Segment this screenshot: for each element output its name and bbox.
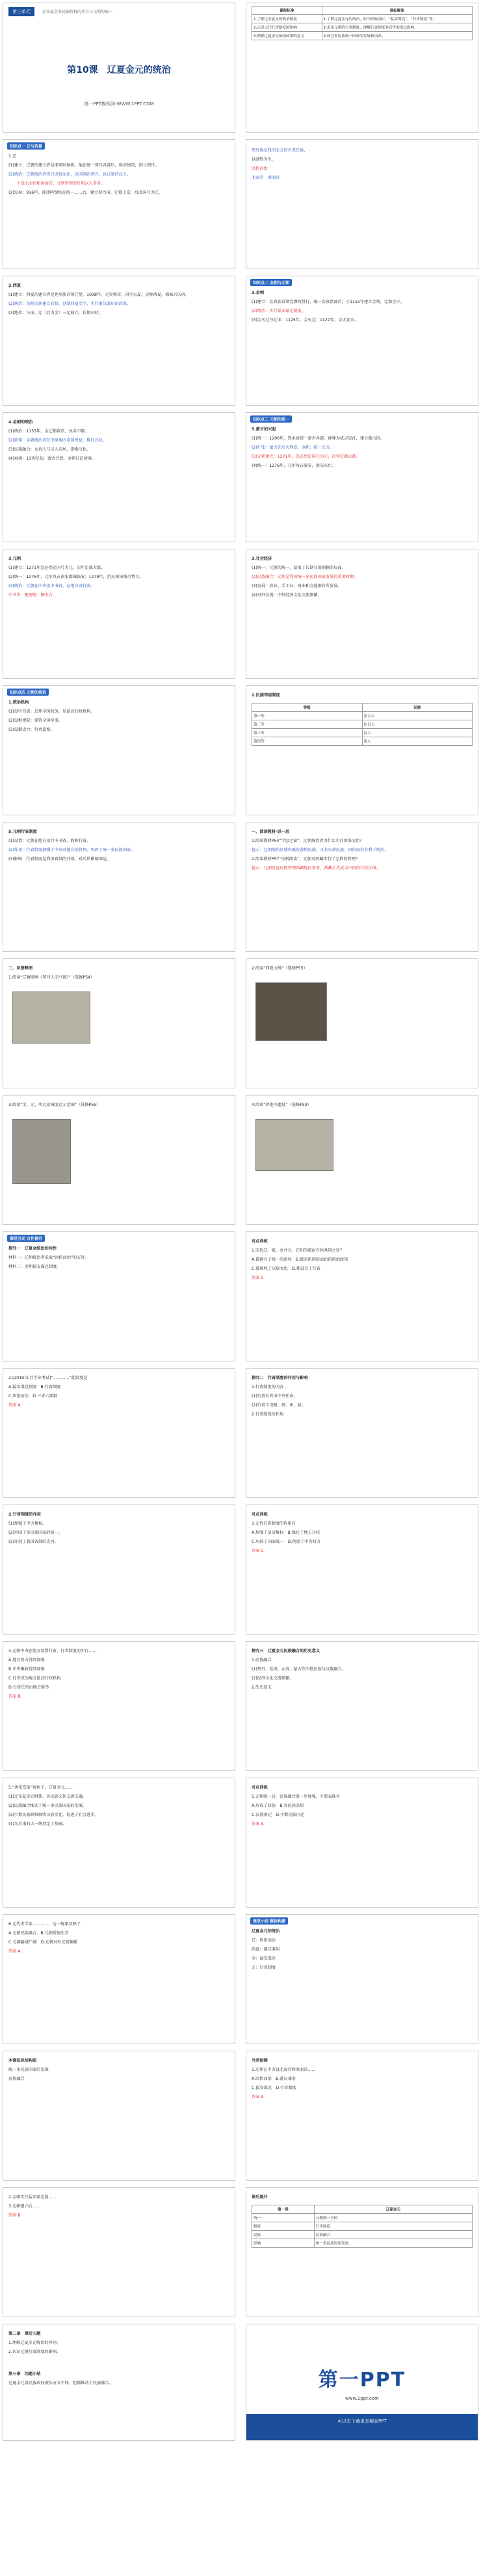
text-line: (2)设枢密院：掌管全国军事。 — [8, 718, 63, 723]
slide-practice-5[interactable] — [246, 1778, 478, 1908]
text-line: 金：猛安谋克 — [252, 1956, 276, 1961]
text-line: 1.阅读教材P54“学思之窗”，辽朝统治者为什么实行因俗而治？ — [252, 839, 364, 843]
slide-heading: 探究一 辽夏金统治的共性 — [8, 1246, 57, 1251]
text-line: (1)建立：西夏的建立者是党项族首领元昊。1038年，元昊称帝，国号大夏，史称西夏，都城兴庆府。 — [8, 293, 190, 297]
text-line: 2.历史意义 — [252, 1685, 272, 1690]
text-line: (1)行省长官由中央任命。 — [252, 1394, 298, 1399]
section-tag: 课堂互动 合作探究 — [7, 1235, 45, 1242]
text-line: 辽夏金元的统治 — [252, 1929, 280, 1934]
slide-review-table[interactable] — [246, 2187, 478, 2317]
answer-line: 答案 B — [8, 1694, 21, 1699]
slide-heading: 3.社会经济 — [252, 557, 272, 561]
table-cell: 第一等 — [252, 712, 363, 720]
table-cell: 蒙古人 — [362, 712, 473, 720]
text-line: 1.民族融合 — [252, 1658, 272, 1663]
table-row — [252, 720, 473, 729]
section-tag: 知识点一 辽与西夏 — [7, 142, 45, 150]
download-text: 可以去下载更多精品PPT — [337, 2419, 387, 2424]
text-line: (1)设中书省：总理全国政务，是最高行政机构。 — [8, 709, 95, 714]
text-line: (1)建立：女真族首领完颜阿骨打，统一女真诸部后，于1115年建立金朝，定都会宁。 — [252, 300, 404, 304]
text-line: 5.“唐宋变革”视角下，辽夏金元…… — [8, 1785, 73, 1790]
text-line: A.加强了皇帝集权 B.强化了地方分权 — [252, 1531, 320, 1535]
slide-yuan[interactable] — [3, 549, 235, 679]
table-cell: 元朝统一全国 — [314, 2214, 472, 2222]
text-line: (1)设置：元朝在地方设行中书省，简称行省。 — [8, 839, 91, 843]
image-caption: 2.阅读“西夏文碑”（选修P55） — [252, 966, 307, 971]
table-cell: 行省制度 — [314, 2222, 472, 2231]
text-line: 下设北面官和南面官，分别管理契丹和汉人事务。 — [8, 181, 105, 186]
slide-heading: 1.辽 — [8, 154, 17, 159]
text-line: 辽夏金元各民族政权统治方式不同，但都推动了民族融合。 — [8, 2381, 113, 2385]
slide-test-1[interactable] — [246, 2051, 478, 2181]
class-table — [252, 703, 473, 746]
slide-standards[interactable] — [246, 3, 478, 133]
standards-cell: 3.理解辽夏金元统治政策的意义 — [252, 32, 322, 40]
table-row — [252, 2222, 473, 2231]
standards-cell: 1.了解辽金夏元的政治制度 — [252, 15, 322, 23]
text-line: (4)统一：1276年，元军攻占临安，南宋灭亡。 — [252, 464, 336, 468]
map-image — [12, 1119, 71, 1184]
slide-homework[interactable] — [3, 2324, 235, 2441]
text-line: A.猛安谋克制度 B.行省制度 — [8, 1385, 61, 1389]
slide-heading: 1.统治机构 — [8, 700, 29, 705]
answer-line: 答案 C — [252, 1276, 264, 1280]
slide-heading: 课后提升 — [252, 2195, 268, 2200]
slide-practice-6[interactable] — [3, 1914, 235, 2044]
text-line: 2.阅读教材P57“史料阅读”，元朝对西藏实行了怎样的管理？ — [252, 857, 360, 861]
text-line: (1)加强了中央集权。 — [8, 1521, 47, 1526]
slide-read[interactable] — [246, 822, 478, 952]
text-line: (2)发展：916年，耶律阿保机在统一……后，建立契丹国，定都上京，后改国号为辽。 — [8, 191, 163, 195]
text-line: C.猛安谋克 D.行省制度 — [252, 2086, 296, 2090]
slide-image-mural[interactable] — [3, 958, 235, 1088]
slide-heading: 3.金朝 — [252, 291, 265, 295]
text-line: 以游牧为生， — [252, 157, 276, 162]
text-line: (2)行省下设路、府、州、县。 — [252, 1403, 306, 1408]
text-line: (2)民族融合：元朝是我国统一多民族国家发展的重要时期。 — [252, 575, 358, 579]
text-line: (4)衰落：13世纪初，蒙古兴起，金朝日趋衰落。 — [8, 456, 96, 461]
slide-heading: 对点训练 — [252, 1239, 268, 1244]
table-header: 辽夏金元 — [314, 2205, 472, 2214]
slide-heading: 2.行省制度的作用 — [8, 1512, 41, 1517]
table-header: 第一章 — [252, 2205, 315, 2214]
text-line: 材料一：辽朝统治者采取“因俗而治”的方针。 — [8, 1255, 89, 1260]
text-line: 北面官 南面官 — [252, 176, 280, 180]
slide-explore-1[interactable] — [3, 1231, 235, 1361]
table-cell: 影响 — [252, 2239, 315, 2248]
slide-yuan-rule[interactable] — [3, 685, 235, 815]
slide-heading: 2.西夏 — [8, 283, 21, 288]
slide-liao-notes[interactable] — [246, 139, 478, 269]
slide-explore-3b[interactable] — [3, 1778, 235, 1908]
text-line: (3)设御史台：负责监察。 — [8, 728, 55, 732]
table-cell: 色目人 — [362, 720, 473, 729]
text-line: A.因俗而治 B.蕃汉兼用 — [252, 2077, 296, 2081]
slide-summary[interactable] — [246, 1914, 478, 2044]
slide-xixia[interactable] — [3, 276, 235, 406]
text-line: (4)为后来的大一统奠定了基础。 — [8, 1822, 67, 1826]
image-caption: 3.阅读“金、元、明北京城变迁示意图”（选修P55） — [8, 1103, 101, 1107]
text-line: 统一多民族国家的发展 — [8, 2068, 49, 2072]
text-line: (2)作用：行省制度加强了中央对地方的管理，巩固了统一多民族国家。 — [8, 848, 135, 852]
table-row — [252, 729, 473, 737]
text-line: 1.辽朝在中央设北面官和南面官…… — [252, 2068, 316, 2072]
table-cell: 制度 — [252, 2222, 315, 2231]
text-line: (2)统一：1276年，元军攻占南宋都城临安；1279年，消灭南宋残余势力。 — [8, 575, 144, 579]
standards-cell: 3.体会多民族统一国家的发展和巩固。 — [322, 32, 472, 40]
answer-line: 答案 A — [8, 1949, 21, 1954]
slide-class-system[interactable] — [246, 685, 478, 815]
text-line: 3.元朝建立后…… — [8, 2204, 41, 2209]
text-line: (1)统一：元朝的统一，结束了长期分裂割据的局面。 — [252, 566, 346, 570]
slide-jin[interactable] — [246, 276, 478, 406]
standards-header-2: 课标解读 — [322, 7, 472, 15]
slide-heading: 3.元朝 — [8, 557, 21, 561]
slide-heading: 4.金朝的统治 — [8, 420, 33, 425]
image-caption: 1.阅读“辽墓壁画《契丹人引马图》”（选修P54） — [8, 975, 95, 980]
mural-image — [12, 992, 90, 1044]
text-line: (2)统治：仿照宋朝建立官制，创制西夏文字，实行蕃汉兼用的政策。 — [8, 302, 131, 306]
text-line: 辽：因俗而治 — [252, 1938, 276, 1943]
text-line: (2)统治：辽朝统治者实行因俗而治，以国制治契丹，以汉制待汉人。 — [8, 172, 131, 177]
text-line: 6.元代史学家…………，这一现象反映了 — [8, 1922, 81, 1926]
slide-explore-3[interactable] — [246, 1641, 478, 1771]
table-cell: 统一 — [252, 2214, 315, 2222]
slide-heading: 当堂检测 — [252, 2058, 268, 2063]
text-line: C.巩固了国家统一 D.削弱了中央权力 — [252, 1540, 320, 1544]
slide-practice-1[interactable] — [246, 1231, 478, 1361]
text-line: (2)扩张：蒙古先后灭西夏、金朝，统一北方。 — [252, 445, 334, 450]
text-line: 契丹族是我国北方的古老民族， — [252, 148, 308, 153]
note-line: 中书省 枢密院 御史台 — [8, 593, 53, 598]
text-line: 提示：元朝设宣政院管理西藏地区事务，西藏正式成为中国的行政区域。 — [252, 866, 380, 871]
text-line: 5.元朝统一后，民族融合进一步加强，主要表现为 — [252, 1794, 340, 1799]
table-row — [252, 712, 473, 720]
slide-practice-3[interactable] — [246, 1505, 478, 1635]
chapter-subtitle: 辽宋夏金多民族政权的并立与元朝的统一 — [42, 10, 113, 14]
table-cell: 汉人 — [362, 729, 473, 737]
slide-heading: 对点训练 — [252, 1512, 268, 1517]
text-line: (2)民族融合推动了统一多民族国家的发展。 — [8, 1804, 87, 1808]
text-line: A.都建立了统一的政权 B.都采用因俗而治的统治政策 — [252, 1257, 348, 1262]
text-line: 2.行省制度的作用 — [252, 1412, 284, 1417]
standards-cell: 2.说出元朝的行省制度，理解行省制度对后世的深远影响。 — [322, 23, 472, 32]
text-line: 本课知识结构图 — [8, 2058, 37, 2063]
table-cell: 第四等 — [252, 737, 363, 746]
text-line: 2.金朝实行猛安谋克制…… — [8, 2195, 57, 2200]
text-line: 因俗而治 — [252, 166, 268, 171]
text-line: C.都吸收了汉族文化 D.都设立了行省 — [252, 1267, 320, 1271]
text-line: C.因俗而治 D.三省六部制 — [8, 1394, 57, 1399]
section-tag: 知识点四 元朝的统治 — [7, 689, 49, 696]
text-line: (1)建立：1271年忽必烈定国号为元，次年定都大都。 — [8, 566, 105, 570]
text-line: 1.行省制度的内容 — [252, 1385, 284, 1389]
table-cell: 第二等 — [252, 720, 363, 729]
table-row — [252, 737, 473, 746]
text-line: (3)发展：农业、手工业、商业和交通都有所发展。 — [252, 584, 342, 588]
text-line: C.行省成为地方最高行政机构 — [8, 1676, 61, 1681]
ppt-logo: 第一PPT — [318, 2369, 406, 2391]
section-tag: 课堂小结 整体构建 — [250, 1917, 288, 1925]
answer-line: 答案 C — [252, 1549, 264, 1553]
review-table — [252, 2205, 473, 2248]
text-line: 西夏：蕃汉兼用 — [252, 1947, 280, 1952]
image-caption: 4.阅读“萨迦寺遗址”（选修P59） — [252, 1103, 311, 1107]
text-line: (3)民族融合：女真人与汉人杂居，逐渐汉化。 — [8, 447, 91, 452]
slide-heading: 2.民族等级制度 — [252, 693, 280, 698]
slide-structure[interactable] — [3, 2051, 235, 2181]
answer-line: 答案 A — [252, 2095, 264, 2099]
text-line: A.元朝民族融合 B.元朝重视史学 — [8, 1931, 69, 1936]
source-line: 第一PPT模板网-WWW.1PPT.COM — [84, 101, 154, 107]
slide-heading: 探究三 辽夏金元民族融合的历史意义 — [252, 1649, 320, 1653]
text-line: (2)巩固了多民族国家的统一。 — [8, 1531, 63, 1535]
text-line: A.形成了回族 B.各民族杂居 — [252, 1804, 304, 1808]
slide-heading: 5.蒙古的兴起 — [252, 427, 276, 432]
text-line: 4.元朝中央在地方设置行省，行省制度的实行…… — [8, 1649, 97, 1653]
text-line: 2.认识元朝行省制度的影响。 — [8, 2350, 61, 2354]
text-line: 民族融合 — [8, 2077, 25, 2081]
slide-economy[interactable] — [246, 549, 478, 679]
table-cell: 第三等 — [252, 729, 363, 737]
answer-line: 答案 B — [8, 2213, 21, 2218]
text-line: 2.(2019·江苏学业考试)“…………”此制度是 — [8, 1376, 88, 1380]
temple-image — [255, 1119, 333, 1171]
text-line: C.汉族南迁 D.少数民族内迁 — [252, 1813, 305, 1817]
slide-image-temple[interactable] — [246, 1095, 478, 1225]
text-line: (2)统治：实行猛安谋克制度。 — [252, 309, 306, 313]
table-cell: 统一多民族国家发展 — [314, 2239, 472, 2248]
slide-heading: 二、识图释图 — [8, 966, 33, 971]
text-line: (2)政策：金朝统治者在中原地区设置州县，推行汉化。 — [8, 438, 107, 443]
slide-test-2[interactable] — [3, 2187, 235, 2317]
slide-heading: 第三章 问题小结 — [8, 2372, 41, 2376]
slide-jin-rule[interactable] — [3, 412, 235, 542]
slide-heading: 第二章 课后习题 — [8, 2332, 41, 2336]
table-cell: 南人 — [362, 737, 473, 746]
text-line: (3)金灭辽与北宋：1125年，金灭辽；1127年，金灭北宋。 — [252, 318, 359, 322]
slide-image-map[interactable] — [3, 1095, 235, 1225]
text-line: (3)开创了我国省制的先河。 — [8, 1540, 58, 1544]
slide-heading: 探究二 行省制度的作用与影响 — [252, 1376, 308, 1380]
section-tag: 知识点三 元朝的统一 — [250, 415, 292, 423]
slide-province[interactable] — [3, 822, 235, 952]
text-line: (1)统治：1153年，金迁都燕京，改名中都。 — [8, 429, 89, 434]
slide-practice-4[interactable] — [3, 1641, 235, 1771]
text-line: (3)地位：与宋、辽（后为金）三足鼎立，长期对峙。 — [8, 311, 103, 315]
table-cell: 民族融合 — [314, 2231, 472, 2239]
table-row — [252, 2239, 473, 2248]
text-line: 材料二：金朝猛安谋克制度。 — [8, 1265, 61, 1269]
slide-practice-2[interactable] — [3, 1368, 235, 1498]
text-line: D.行省长官由地方推举 — [8, 1685, 49, 1690]
text-line: 1.宋代辽、夏、金并立，它们的统治有何共同之处？ — [252, 1248, 344, 1253]
slide-heading: 对点训练 — [252, 1785, 268, 1790]
slide-liao[interactable] — [3, 139, 235, 269]
standards-header: 课程标准 — [252, 7, 322, 15]
section-tag: 知识点二 金朝与元朝 — [250, 279, 292, 286]
standards-cell: 2.认识元代行省制度的影响 — [252, 23, 322, 32]
text-line: C.元朝疆域广阔 D.元朝对外交流频繁 — [8, 1940, 77, 1945]
text-line: (1)辽宋夏金元时期，各民族交往交流交融。 — [8, 1794, 87, 1799]
slide-title[interactable] — [3, 3, 235, 133]
logo-tagline: www.1ppt.com — [344, 2396, 380, 2401]
download-bar[interactable] — [246, 2414, 478, 2440]
text-line: 3.元代行省制度的作用有 — [252, 1521, 296, 1526]
text-line: (3)元朝建立：1271年，忽必烈定国号为元，次年定都大都。 — [252, 454, 360, 459]
text-line: (1)契丹、党项、女真、蒙古等少数民族与汉族融合。 — [252, 1667, 346, 1672]
answer-line: 答案 A — [8, 1403, 21, 1408]
table-row — [252, 2231, 473, 2239]
slide-end[interactable] — [246, 2324, 478, 2441]
standards-table — [252, 6, 473, 40]
text-line: (1)统一：1206年，铁木真统一蒙古各部，被尊为成吉思汗，建立蒙古国。 — [252, 436, 384, 441]
lesson-title: 第10课 辽夏金元的统治 — [67, 65, 171, 75]
text-line: (3)影响：行省制度是我国省制的开端，对后世影响深远。 — [8, 857, 111, 861]
text-line: (4)对外交流：中外经济文化交流频繁。 — [252, 593, 322, 598]
text-line: A.地方势力得到加强 — [8, 1658, 45, 1663]
standards-cell: 1.了解辽夏金元的统治，如“因俗而治”、“猛安谋克”、“行省制度”等。 — [322, 15, 472, 23]
text-line: (3)统治：元朝在中央设中书省，在地方设行省。 — [8, 584, 95, 588]
slide-explore-2b[interactable] — [3, 1505, 235, 1635]
slide-heading: 一、阅读教材·思一思 — [252, 830, 290, 834]
table-header: 民族 — [362, 703, 473, 712]
text-line: B.中央集权得到加强 — [8, 1667, 45, 1672]
table-header: 等级 — [252, 703, 363, 712]
answer-line: 答案 A — [252, 1822, 264, 1826]
chapter-badge: 第三单元 — [8, 7, 34, 16]
text-line: (3)少数民族政权吸收汉族文化，促进了社会进步。 — [8, 1813, 99, 1817]
table-row — [252, 2214, 473, 2222]
text-line: 1.理解辽夏金元统治的异同。 — [8, 2341, 61, 2345]
text-line: 提示：辽朝统治区域内既有游牧民族，又有农耕民族，因俗而治有利于统治。 — [252, 848, 389, 852]
slide-explore-2[interactable] — [246, 1368, 478, 1498]
table-cell: 民族 — [252, 2231, 315, 2239]
slide-mongol[interactable] — [246, 412, 478, 542]
slide-heading: 5.元朝行省制度 — [8, 830, 37, 834]
stele-image — [255, 982, 327, 1041]
slide-image-stele[interactable] — [246, 958, 478, 1088]
text-line: 元：行省制度 — [252, 1965, 276, 1970]
text-line: (2)经济文化交流频繁。 — [252, 1676, 294, 1681]
text-line: (1)建立：辽朝的建立者是耶律阿保机，他在统一契丹各部后，称帝建国，国号契丹。 — [8, 163, 159, 168]
